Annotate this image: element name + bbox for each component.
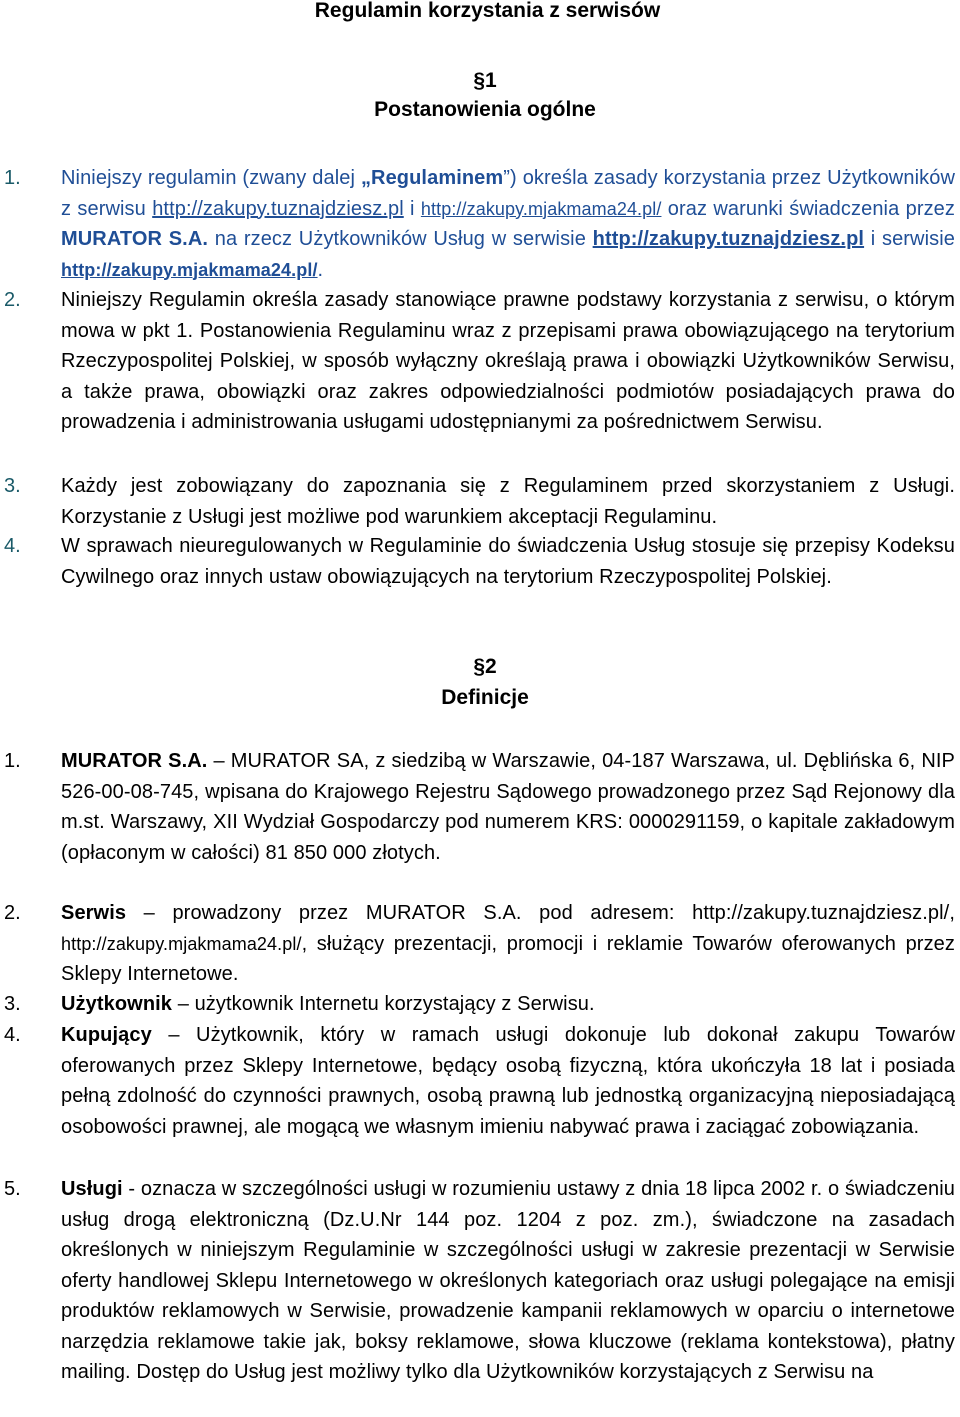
section-2-item-1: [0, 746, 960, 868]
definition-term: Kupujący: [61, 1024, 152, 1046]
item-text: W sprawach nieuregulowanych w Regulaminie do świadczenia Usług stosuje się przepisy Kodeksu Cywilnego oraz innych ustaw obowiązujących na terytorium Rzeczypospolitej Polskiej.: [61, 535, 955, 588]
item-number: 2.: [4, 902, 21, 924]
section-2-item-2: [0, 898, 960, 990]
link-tuznajdziesz[interactable]: http://zakupy.tuznajdziesz.pl: [152, 197, 404, 220]
item-text: MURATOR S.A. – MURATOR SA, z siedzibą w Warszawie, 04-187 Warszawa, ul. Dęblińska 6, NIP 526-00-08-745, wpisana do Krajowego Rejestru Sądowego prowadzonego przez Sąd Rejonowy dla m.st. Warszawy, XII Wydział Gospodarczy pod numerem KRS: 0000291159, o kapitale zakładowym (opłaconym w całości) 81 850 000 złotych.: [61, 750, 955, 864]
link-mjakmama24[interactable]: http://zakupy.mjakmama24.pl/: [420, 198, 662, 219]
item-text: Niniejszy Regulamin określa zasady stanowiące prawne podstawy korzystania z serwisu, o którym mowa w pkt 1. Postanowienia Regulaminu wraz z przepisami prawa obowiązującego na terytorium Rzeczypospolitej Polskiej, w sposób wyłączny określają prawa i obowiązki Użytkowników Serwisu, a także prawa, obowiązki oraz zakres odpowiedzialności podmiotów posiadających prawa do prowadzenia i administrowania usługami udostępnianymi za pośrednictwem Serwisu.: [61, 289, 955, 433]
item-number: 4.: [4, 1024, 21, 1046]
section-1-number: §1: [473, 69, 497, 92]
item-text: Niniejszy regulamin (zwany dalej „Regulaminem”) określa zasady korzystania przez Użytkowników z serwisu http://zakupy.tuznajdziesz.pl i http://zakupy.mjakmama24.pl/ oraz warunki świadczenia przez MURATOR S.A. na rzecz Użytkowników Usług w serwisie http://zakupy.tuznajdziesz.pl i serwisie http://zakupy.mjakmama24.pl/.: [61, 167, 956, 281]
section-2-item-5: [0, 1174, 960, 1388]
link-tuznajdziesz-2[interactable]: http://zakupy.tuznajdziesz.pl: [592, 228, 865, 250]
item-number: 4.: [4, 535, 21, 557]
section-1-item-1: [0, 163, 960, 285]
section-1-item-3: [0, 471, 960, 532]
document-title: Regulamin korzystania z serwisów: [314, 0, 661, 22]
section-1-item-2: [0, 285, 960, 438]
section-1-heading: Postanowienia ogólne: [374, 98, 596, 121]
section-1-item-4: [0, 531, 960, 592]
definition-term: Serwis: [61, 902, 127, 924]
item-text: Kupujący – Użytkownik, który w ramach usługi dokonuje lub dokonał zakupu Towarów oferowanych przez Sklepy Internetowe, będący osobą fizyczną, która ukończyła 18 lat i posiada pełną zdolność do czynności prawnych, osobą prawną lub jednostką organizacyjną nieposiadającą osobowości prawnej, ale mogącą we własnym imieniu nabywać prawa i zaciągać zobowiązania.: [61, 1024, 955, 1138]
definition-term: Użytkownik: [61, 993, 173, 1015]
item-text: Użytkownik – użytkownik Internetu korzystający z Serwisu.: [61, 993, 595, 1015]
item-number: 2.: [4, 289, 21, 311]
section-2-heading: Definicje: [441, 686, 529, 709]
definition-term: MURATOR S.A.: [61, 750, 208, 772]
item-number: 1.: [4, 750, 21, 772]
item-number: 3.: [4, 993, 21, 1015]
link-mjakmama24-2[interactable]: http://zakupy.mjakmama24.pl/: [61, 259, 318, 280]
item-text: Serwis – prowadzony przez MURATOR S.A. pod adresem: http://zakupy.tuznajdziesz.pl/, http://zakupy.mjakmama24.pl/, służący prezentacji, promocji i reklamie Towarów oferowanych przez Sklepy Internetowe.: [61, 902, 955, 985]
section-2-number: §2: [473, 655, 497, 678]
section-2-item-3: [0, 989, 960, 1020]
definition-term: Usługi: [61, 1178, 123, 1200]
section-2-item-4: [0, 1020, 960, 1142]
item-text: Każdy jest zobowiązany do zapoznania się z Regulaminem przed skorzystaniem z Usługi. Korzystanie z Usługi jest możliwe pod warunkiem akceptacji Regulaminu.: [61, 475, 955, 528]
item-number: 3.: [4, 475, 21, 497]
item-number: 5.: [4, 1178, 21, 1200]
item-number: 1.: [4, 167, 21, 189]
item-text: Usługi - oznacza w szczególności usługi w rozumieniu ustawy z dnia 18 lipca 2002 r. o świadczeniu usług drogą elektroniczną (Dz.U.Nr 144 poz. 1204 z poz. zm.), świadczone na zasadach określonych w niniejszym Regulaminie w szczególności usługi w zakresie prezentacji w Serwisie oferty handlowej Sklepu Internetowego w określonych kategoriach oraz usługi polegające na emisji produktów reklamowych w Serwisie, prowadzenie kampanii reklamowych w oparciu o internetowe narzędzia reklamowe takie jak, boksy reklamowe, słowa kluczowe (reklama kontekstowa), płatny mailing. Dostęp do Usług jest możliwy tylko dla Użytkowników korzystających z Serwisu na: [61, 1178, 955, 1383]
